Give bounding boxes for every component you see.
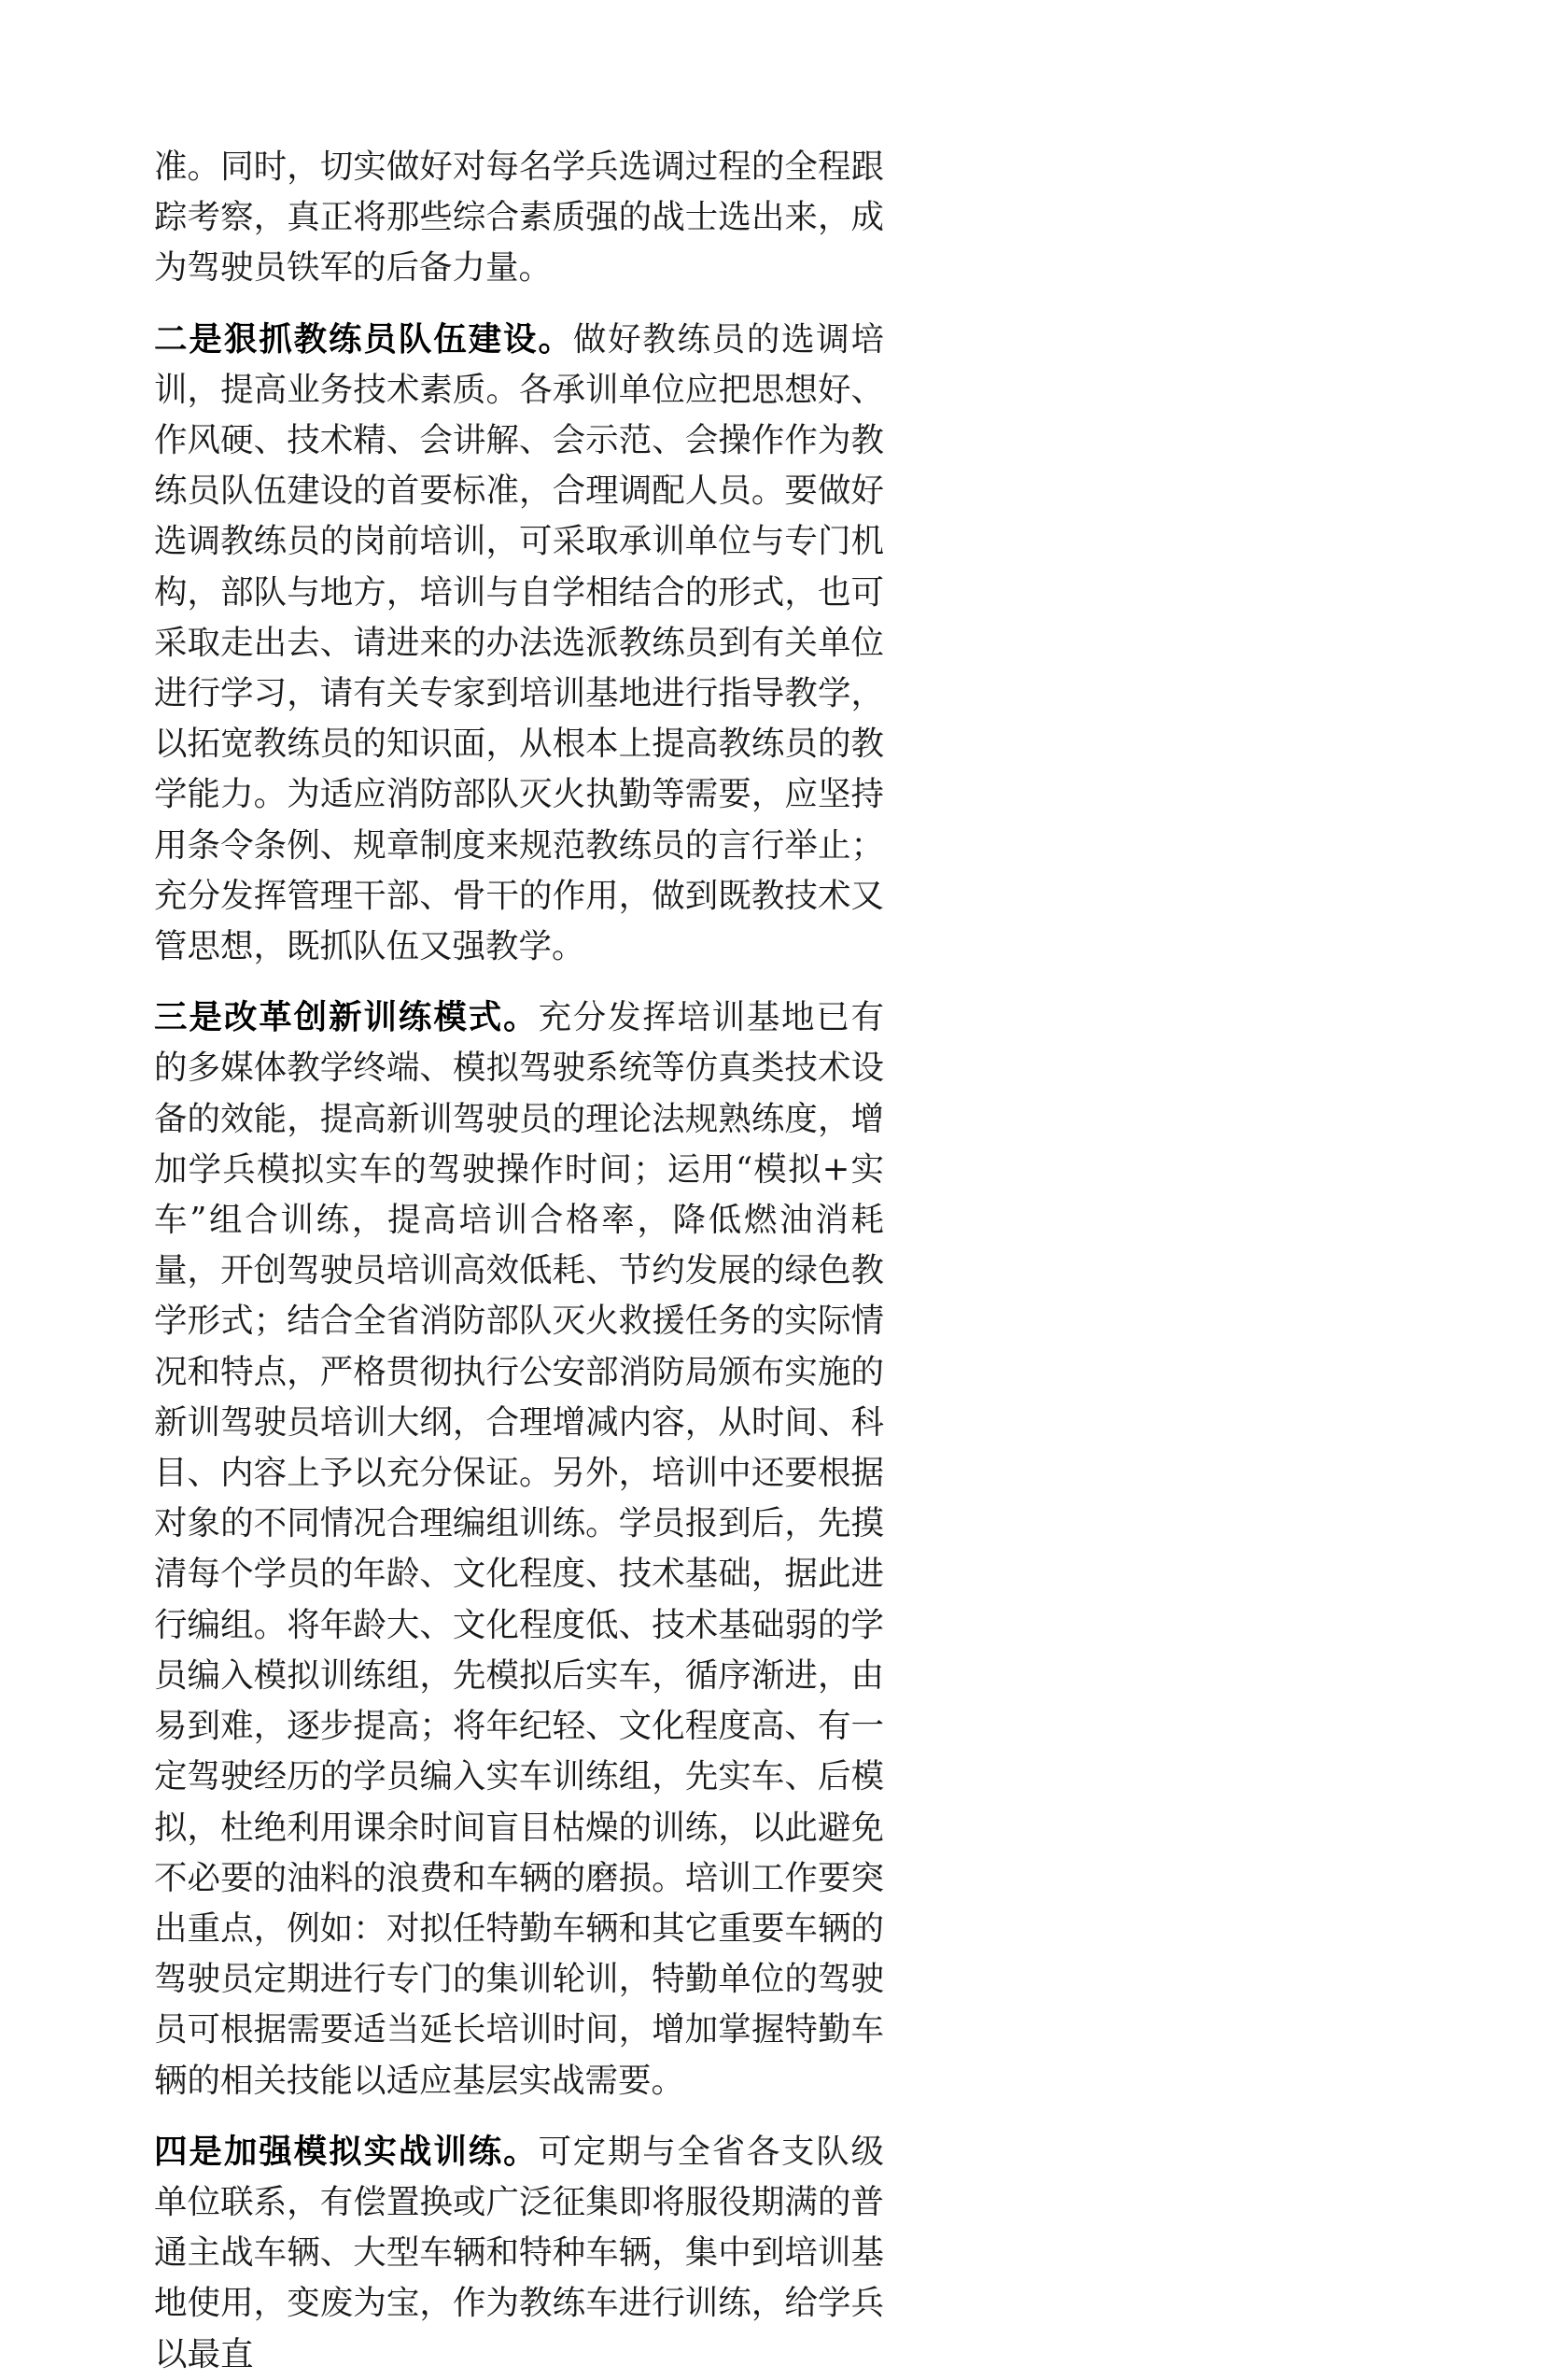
- paragraph-lead-section-two: 二是狠抓教练员队伍建设。: [154, 319, 573, 359]
- paragraph-body-continued: 准。同时，切实做好对每名学兵选调过程的全程跟踪考察，真正将那些综合素质强的战士选出来，成为驾驶员铁军的后备力量。: [154, 148, 884, 288]
- document-text-body: [154, 142, 884, 2380]
- paragraph-lead-section-four: 四是加强模拟实战训练。: [154, 2132, 539, 2171]
- paragraph-section-two: [154, 315, 884, 973]
- paragraph-body-section-three: 充分发挥培训基地已有的多媒体教学终端、模拟驾驶系统等仿真类技术设备的效能，提高新训驾驶员的理论法规熟练度，增加学兵模拟实车的驾驶操作时间；运用“模拟+实车”组合训练，提高培训合格率，降低燃油消耗量，开创驾驶员培训高效低耗、节约发展的绿色教学形式；结合全省消防部队灭火救援任务的实际情况和特点，严格贯彻执行公安部消防局颁布实施的新训驾驶员培训大纲，合理增减内容，从时间、科目、内容上予以充分保证。另外，培训中还要根据对象的不同情况合理编组训练。学员报到后，先摸清每个学员的年龄、文化程度、技术基础，据此进行编组。将年龄大、文化程度低、技术基础弱的学员编入模拟训练组，先模拟后实车，循序渐进，由易到难，逐步提高；将年纪轻、文化程度高、有一定驾驶经历的学员编入实车训练组，先实车、后模拟，杜绝利用课余时间盲目枯燥的训练，以此避免不必要的油料的浪费和车辆的磨损。培训工作要突出重点，例如：对拟任特勤车辆和其它重要车辆的驾驶员定期进行专门的集训轮训，特勤单位的驾驶员可根据需要适当延长培训时间，增加掌握特勤车辆的相关技能以适应基层实战需要。: [154, 998, 884, 2100]
- paragraph-continued: [154, 142, 884, 294]
- paragraph-section-three: [154, 993, 884, 2105]
- paragraph-section-four: [154, 2127, 884, 2380]
- paragraph-body-section-four: 可定期与全省各支队级单位联系，有偿置换或广泛征集即将服役期满的普通主战车辆、大型车辆和特种车辆，集中到培训基地使用，变废为宝，作为教练车进行训练，给学兵以最直: [154, 2132, 884, 2373]
- paragraph-lead-section-three: 三是改革创新训练模式。: [154, 998, 539, 1037]
- paragraph-body-section-two: 做好教练员的选调培训，提高业务技术素质。各承训单位应把思想好、作风硬、技术精、会讲解、会示范、会操作作为教练员队伍建设的首要标准，合理调配人员。要做好选调教练员的岗前培训，可采取承训单位与专门机构，部队与地方，培训与自学相结合的形式，也可采取走出去、请进来的办法选派教练员到有关单位进行学习，请有关专家到培训基地进行指导教学，以拓宽教练员的知识面，从根本上提高教练员的教学能力。为适应消防部队灭火执勤等需要，应坚持用条令条例、规章制度来规范教练员的言行举止；充分发挥管理干部、骨干的作用，做到既教技术又管思想，既抓队伍又强教学。: [154, 319, 884, 966]
